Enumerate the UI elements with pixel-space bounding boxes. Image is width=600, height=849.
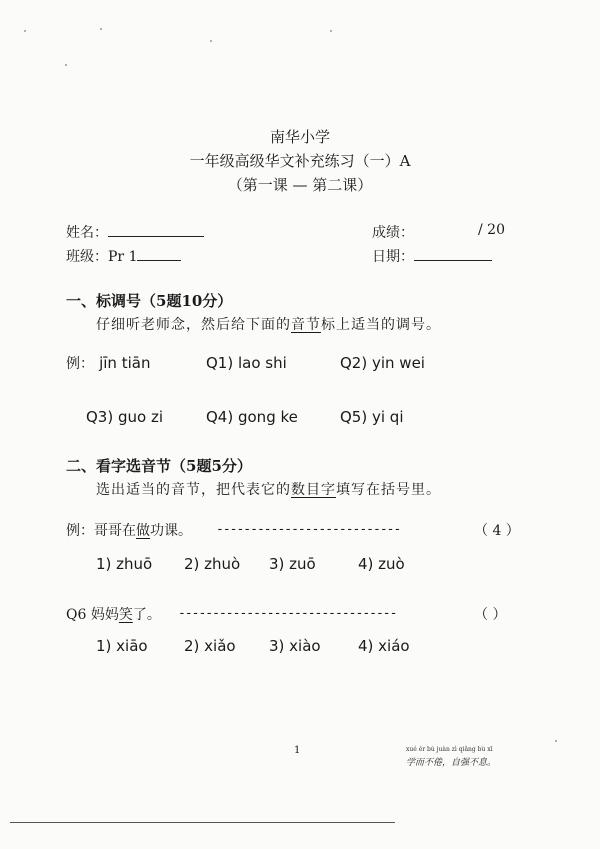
scan-speck [100,28,102,30]
option-1[interactable]: 1) xiāo [96,637,148,655]
scan-edge-line [10,822,395,823]
score-total: / 20 [478,222,505,238]
scan-speck [330,30,332,32]
section2-title: 二、看字选音节（5题5分） [66,457,252,475]
dash-leader: -------------------------------- [178,606,397,621]
instruction-underlined: 数目字 [291,482,336,498]
question-pinyin: lao shi [237,354,287,372]
instruction-text: 填写在括号里。 [336,482,441,498]
example-answer: （ 4 ） [474,523,520,539]
scan-speck [210,40,212,42]
example-pinyin: jīn tiān [99,354,151,372]
class-value: Pr 1 [108,249,138,265]
instruction-underlined: 音节 [291,317,321,333]
instruction-text: 选出适当的音节，把代表它的 [96,482,291,498]
name-label: 姓名： [66,225,108,241]
option-2: 2) zhuò [184,555,241,573]
sentence-text: 功课。 [150,523,192,539]
instruction-text: 标上适当的调号。 [321,317,441,333]
option-4[interactable]: 4) xiáo [358,637,410,655]
date-label: 日期： [372,249,414,265]
motto-pinyin: xué ér bù juàn zì qiǎng bù xī [406,746,493,753]
question-q4[interactable] [206,408,298,426]
example-label: 例： [66,523,94,539]
instruction-text: 仔细听老师念，然后给下面的 [96,317,291,333]
example-row [66,353,150,373]
date-blank[interactable] [414,248,492,261]
example-sentence [66,520,192,540]
sentence-text: 哥哥在 [94,523,136,539]
question-label: Q4) [206,408,234,426]
question-label: Q5) [340,408,368,426]
section1-instruction [96,314,441,334]
q6-answer-box[interactable]: （ ） [474,607,507,623]
question-label: Q6 [66,607,87,623]
question-q2[interactable] [340,354,425,372]
class-field [66,246,181,266]
question-q5[interactable] [340,408,404,426]
date-field [372,246,492,266]
example-label: 例： [66,356,94,372]
school-name: 南华小学 [269,128,330,146]
score-label: 成绩： [372,225,414,241]
question-pinyin: guo zi [117,408,163,426]
option-2[interactable]: 2) xiǎo [184,637,236,655]
question-q3[interactable] [86,408,163,426]
sentence-text: 了。 [132,607,161,623]
target-character: 做 [136,523,150,539]
section2-instruction [96,479,441,499]
option-3: 3) zuō [269,555,316,573]
question-label: Q3) [86,408,114,426]
question-label: Q1) [206,354,234,372]
lesson-range: （第一课 — 第二课） [227,176,373,194]
question-label: Q2) [340,354,368,372]
option-4: 4) zuò [358,555,405,573]
question-pinyin: yin wei [371,354,425,372]
scan-speck [24,30,26,32]
name-field [66,222,204,242]
sentence-text: 妈妈 [90,607,119,623]
page-number: 1 [294,745,301,756]
scan-speck [65,64,67,66]
class-blank[interactable] [137,248,181,261]
name-blank[interactable] [108,224,204,237]
scan-speck [555,740,557,742]
option-1: 1) zhuō [96,555,153,573]
question-pinyin: yi qi [371,408,404,426]
option-3[interactable]: 3) xiào [269,637,321,655]
section1-title: 一、标调号（5题10分） [66,292,233,310]
motto: 学而不倦，自强不息。 [406,758,497,768]
dash-leader: --------------------------- [216,522,401,537]
question-q1[interactable] [206,354,287,372]
class-label: 班级： [66,249,108,265]
q6-sentence [66,604,161,624]
question-pinyin: gong ke [237,408,298,426]
target-character: 笑 [118,607,133,623]
worksheet-title: 一年级高级华文补充练习（一）A [189,152,411,170]
